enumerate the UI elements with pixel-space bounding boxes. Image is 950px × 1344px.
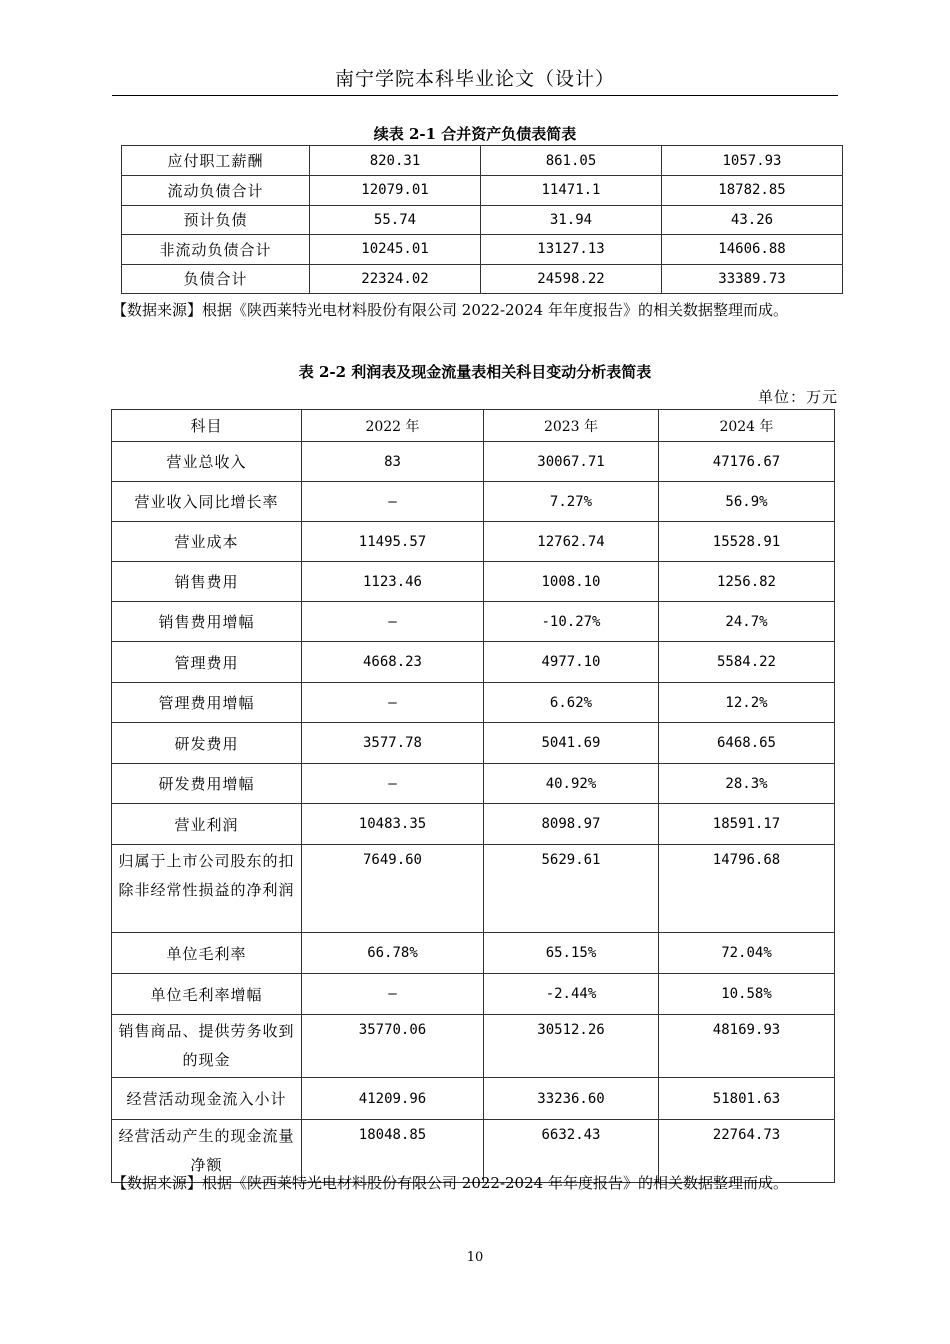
row-label-cell: 管理费用增幅 [112,683,302,723]
value-cell: 48169.93 [659,1015,835,1078]
row-label-cell: 营业利润 [112,804,302,845]
value-cell: 6632.43 [484,1120,659,1183]
value-cell: 5584.22 [659,642,835,683]
value-cell: 8098.97 [484,804,659,845]
value-cell: 18048.85 [302,1120,484,1183]
column-header: 科目 [112,410,302,442]
table-row [122,264,843,294]
value-cell: 12.2% [659,683,835,723]
value-cell: 83 [302,442,484,482]
value-cell: 72.04% [659,933,835,974]
value-cell: 47176.67 [659,442,835,482]
table-row [112,642,835,683]
row-label-cell: 应付职工薪酬 [122,146,310,176]
unit-label: 单位：万元 [757,388,838,406]
value-cell: 65.15% [484,933,659,974]
row-label-cell: 营业收入同比增长率 [112,482,302,522]
table2-source-note: 【数据来源】根据《陕西莱特光电材料股份有限公司 2022-2024 年年度报告》的相关数据整理而成。 [112,1174,788,1192]
page-number: 10 [466,1250,484,1265]
table-row [112,602,835,642]
table-row [112,764,835,804]
table-row [112,562,835,602]
value-cell: 14606.88 [662,235,843,265]
value-cell: 41209.96 [302,1078,484,1120]
table-row [112,933,835,974]
row-label-cell: 非流动负债合计 [122,235,310,265]
value-cell: — [302,974,484,1015]
value-cell: -2.44% [484,974,659,1015]
table-row [112,482,835,522]
value-cell: — [302,683,484,723]
table-row [112,1015,835,1078]
row-label-cell: 销售费用增幅 [112,602,302,642]
value-cell: 5041.69 [484,723,659,764]
row-label-cell: 营业总收入 [112,442,302,482]
row-label-cell: 归属于上市公司股东的扣除非经常性损益的净利润 [112,845,302,933]
table1-caption: 续表 2-1 合并资产负债表简表 [373,125,577,143]
value-cell: 861.05 [481,146,662,176]
value-cell: 55.74 [310,205,481,235]
value-cell: 12762.74 [484,522,659,562]
table-row [112,845,835,933]
table-row [122,205,843,235]
table-row [122,176,843,206]
column-header: 2023 年 [484,410,659,442]
value-cell: 30512.26 [484,1015,659,1078]
table-header-row [112,410,835,442]
value-cell: 13127.13 [481,235,662,265]
value-cell: 1256.82 [659,562,835,602]
row-label-cell: 预计负债 [122,205,310,235]
table-row [112,442,835,482]
table-row [122,235,843,265]
value-cell: 33236.60 [484,1078,659,1120]
value-cell: 12079.01 [310,176,481,206]
value-cell: 4977.10 [484,642,659,683]
table2-caption: 表 2-2 利润表及现金流量表相关科目变动分析表简表 [298,363,652,381]
value-cell: 1123.46 [302,562,484,602]
value-cell: — [302,764,484,804]
value-cell: 820.31 [310,146,481,176]
table-row [112,1078,835,1120]
value-cell: 24598.22 [481,264,662,294]
table-row [112,683,835,723]
table-row [112,804,835,845]
value-cell: 1057.93 [662,146,843,176]
row-label-cell: 经营活动产生的现金流量净额 [112,1120,302,1183]
value-cell: 33389.73 [662,264,843,294]
value-cell: 1008.10 [484,562,659,602]
value-cell: 22764.73 [659,1120,835,1183]
value-cell: 4668.23 [302,642,484,683]
row-label-cell: 销售费用 [112,562,302,602]
row-label-cell: 管理费用 [112,642,302,683]
value-cell: 43.26 [662,205,843,235]
value-cell: 15528.91 [659,522,835,562]
value-cell: 28.3% [659,764,835,804]
value-cell: 10245.01 [310,235,481,265]
value-cell: 18782.85 [662,176,843,206]
value-cell: — [302,482,484,522]
value-cell: — [302,602,484,642]
value-cell: -10.27% [484,602,659,642]
value-cell: 40.92% [484,764,659,804]
row-label-cell: 营业成本 [112,522,302,562]
value-cell: 11495.57 [302,522,484,562]
value-cell: 24.7% [659,602,835,642]
row-label-cell: 研发费用增幅 [112,764,302,804]
value-cell: 10483.35 [302,804,484,845]
column-header: 2024 年 [659,410,835,442]
value-cell: 51801.63 [659,1078,835,1120]
value-cell: 35770.06 [302,1015,484,1078]
balance-sheet-table [121,145,843,294]
row-label-cell: 负债合计 [122,264,310,294]
value-cell: 5629.61 [484,845,659,933]
table1-source-note: 【数据来源】根据《陕西莱特光电材料股份有限公司 2022-2024 年年度报告》的相关数据整理而成。 [112,301,788,319]
value-cell: 6468.65 [659,723,835,764]
header-rule [112,95,838,96]
value-cell: 11471.1 [481,176,662,206]
row-label-cell: 流动负债合计 [122,176,310,206]
value-cell: 7.27% [484,482,659,522]
table-row [112,522,835,562]
value-cell: 7649.60 [302,845,484,933]
column-header: 2022 年 [302,410,484,442]
row-label-cell: 研发费用 [112,723,302,764]
row-label-cell: 销售商品、提供劳务收到的现金 [112,1015,302,1078]
value-cell: 66.78% [302,933,484,974]
running-header: 南宁学院本科毕业论文（设计） [334,68,615,90]
income-cashflow-table [111,409,835,1183]
row-label-cell: 单位毛利率 [112,933,302,974]
table-row [112,723,835,764]
value-cell: 31.94 [481,205,662,235]
value-cell: 14796.68 [659,845,835,933]
value-cell: 22324.02 [310,264,481,294]
table-row [112,974,835,1015]
value-cell: 30067.71 [484,442,659,482]
value-cell: 10.58% [659,974,835,1015]
value-cell: 56.9% [659,482,835,522]
table-row [122,146,843,176]
row-label-cell: 单位毛利率增幅 [112,974,302,1015]
value-cell: 6.62% [484,683,659,723]
value-cell: 18591.17 [659,804,835,845]
value-cell: 3577.78 [302,723,484,764]
row-label-cell: 经营活动现金流入小计 [112,1078,302,1120]
